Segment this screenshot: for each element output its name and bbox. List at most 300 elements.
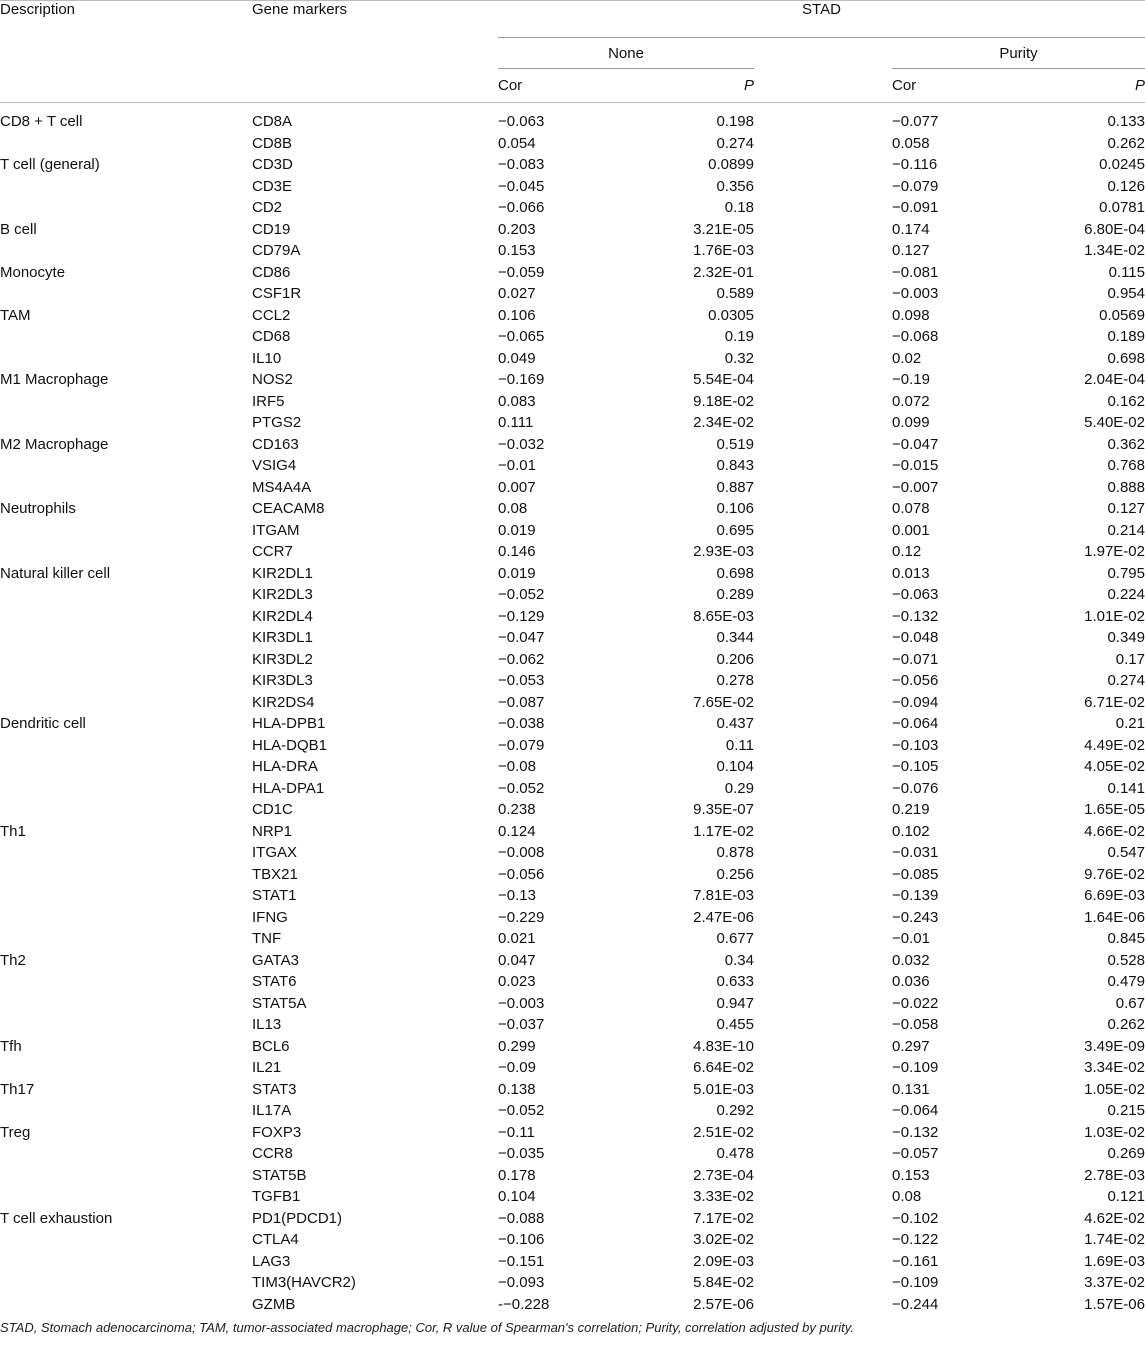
table-row bbox=[0, 434, 1145, 456]
cell-description bbox=[0, 971, 252, 993]
cell-p-none: 0.698 bbox=[716, 564, 754, 582]
cell-description bbox=[0, 391, 252, 413]
cell-gene-marker: TGFB1 bbox=[252, 1188, 301, 1205]
cell-gene-marker: KIR3DL3 bbox=[252, 672, 313, 689]
cell-description bbox=[0, 778, 252, 800]
table-row bbox=[0, 692, 1145, 714]
cell-p-none: 0.589 bbox=[716, 285, 754, 302]
table-row bbox=[0, 1143, 1145, 1165]
cell-cor-purity: 0.036 bbox=[892, 973, 930, 990]
cell-cor-none: 0.083 bbox=[498, 392, 536, 410]
cell-cor-purity: −0.081 bbox=[892, 263, 939, 281]
cell-cor-purity: 0.12 bbox=[892, 543, 922, 560]
cell-cor-none: −0.01 bbox=[498, 457, 536, 474]
cell-p-purity: 0.121 bbox=[1107, 1188, 1145, 1205]
table-row bbox=[0, 778, 1145, 800]
cell-cor-none: −0.079 bbox=[498, 736, 545, 754]
cell-cor-purity: −0.132 bbox=[892, 607, 939, 625]
cell-cor-purity: −0.132 bbox=[892, 1123, 939, 1141]
cell-gene-marker: ITGAM bbox=[252, 521, 300, 539]
cell-description: Natural killer cell bbox=[0, 564, 111, 582]
cell-p-purity: 0.0781 bbox=[1099, 199, 1145, 216]
cell-p-none: 6.64E-02 bbox=[693, 1059, 754, 1076]
cell-cor-purity: −0.056 bbox=[892, 672, 939, 689]
cell-gene-marker: GZMB bbox=[252, 1295, 296, 1313]
cell-cor-purity: −0.047 bbox=[892, 435, 939, 453]
cell-p-purity: 0.547 bbox=[1107, 844, 1145, 861]
cell-cor-none: −0.08 bbox=[498, 758, 536, 775]
cell-p-none: 0.106 bbox=[716, 500, 754, 517]
cell-p-none: 1.76E-03 bbox=[693, 242, 754, 259]
cell-cor-purity: −0.085 bbox=[892, 865, 939, 883]
table-row bbox=[0, 1100, 1145, 1122]
cell-cor-none: −0.151 bbox=[498, 1252, 545, 1270]
cell-cor-none: 0.007 bbox=[498, 478, 536, 496]
header-gene-markers: Gene markers bbox=[252, 1, 348, 18]
cell-p-purity: 0.189 bbox=[1107, 328, 1145, 345]
cell-p-none: 0.104 bbox=[716, 758, 754, 775]
cell-description: B cell bbox=[0, 220, 37, 238]
cell-p-purity: 2.04E-04 bbox=[1084, 371, 1145, 388]
cell-cor-purity: 0.032 bbox=[892, 951, 930, 969]
cell-p-purity: 0.0569 bbox=[1099, 306, 1145, 324]
table-row bbox=[0, 971, 1145, 993]
cell-cor-purity: −0.007 bbox=[892, 478, 939, 496]
cell-p-purity: 0.162 bbox=[1107, 392, 1145, 410]
cell-gene-marker: KIR2DS4 bbox=[252, 693, 315, 711]
cell-cor-purity: −0.063 bbox=[892, 586, 939, 603]
cell-p-none: 9.18E-02 bbox=[693, 392, 754, 410]
cell-cor-purity: −0.022 bbox=[892, 994, 939, 1012]
cell-description bbox=[0, 735, 252, 757]
cell-gene-marker: CD3D bbox=[252, 156, 293, 173]
cell-cor-purity: −0.109 bbox=[892, 1059, 939, 1076]
cell-cor-purity: −0.116 bbox=[892, 156, 938, 173]
cell-p-purity: 0.214 bbox=[1107, 521, 1145, 539]
cell-description bbox=[0, 1294, 252, 1316]
cell-p-purity: 0.349 bbox=[1107, 629, 1145, 646]
table-row bbox=[0, 928, 1145, 950]
cell-p-none: 5.01E-03 bbox=[693, 1080, 754, 1098]
cell-p-none: 2.51E-02 bbox=[693, 1123, 754, 1141]
cell-gene-marker: CD19 bbox=[252, 220, 291, 238]
cell-p-none: 7.17E-02 bbox=[693, 1209, 754, 1227]
cell-gene-marker: CCR8 bbox=[252, 1145, 293, 1162]
cell-gene-marker: CTLA4 bbox=[252, 1231, 299, 1248]
cell-gene-marker: TIM3(HAVCR2) bbox=[252, 1274, 356, 1291]
cell-description bbox=[0, 756, 252, 778]
table-row bbox=[0, 520, 1145, 542]
cell-cor-purity: −0.003 bbox=[892, 285, 939, 302]
cell-description bbox=[0, 584, 252, 606]
cell-p-purity: 0.133 bbox=[1107, 113, 1145, 130]
cell-description bbox=[0, 1100, 252, 1122]
table-row bbox=[0, 799, 1145, 821]
cell-cor-purity: −0.031 bbox=[892, 844, 939, 861]
table-row bbox=[0, 133, 1145, 155]
cell-description: TAM bbox=[0, 306, 31, 324]
cell-p-none: 7.81E-03 bbox=[693, 887, 754, 904]
cell-p-purity: 0.115 bbox=[1108, 263, 1145, 281]
table-row bbox=[0, 821, 1145, 843]
cell-description: T cell (general) bbox=[0, 156, 100, 173]
cell-cor-none: 0.138 bbox=[498, 1080, 536, 1098]
cell-cor-purity: −0.076 bbox=[892, 779, 939, 797]
cell-cor-none: −0.056 bbox=[498, 865, 545, 883]
cell-cor-purity: 0.127 bbox=[892, 242, 930, 259]
cell-p-none: 5.84E-02 bbox=[693, 1274, 754, 1291]
table-row bbox=[0, 326, 1145, 348]
cell-description: M1 Macrophage bbox=[0, 371, 109, 388]
cell-cor-none: −0.106 bbox=[498, 1231, 545, 1248]
table-row bbox=[0, 1186, 1145, 1208]
table-row bbox=[0, 993, 1145, 1015]
cell-p-purity: 4.62E-02 bbox=[1084, 1209, 1145, 1227]
cell-cor-purity: −0.071 bbox=[892, 650, 939, 668]
cell-cor-none: 0.054 bbox=[498, 134, 536, 152]
cell-cor-none: 0.146 bbox=[498, 543, 536, 560]
cell-description: Monocyte bbox=[0, 263, 66, 281]
table-row bbox=[0, 1208, 1145, 1230]
cell-cor-none: 0.238 bbox=[498, 801, 536, 818]
cell-description bbox=[0, 1165, 252, 1187]
cell-description: Th1 bbox=[0, 822, 26, 840]
table-row bbox=[0, 541, 1145, 563]
cell-p-purity: 1.97E-02 bbox=[1084, 543, 1145, 560]
cell-p-none: 2.93E-03 bbox=[693, 543, 754, 560]
cell-p-none: 0.947 bbox=[716, 994, 754, 1012]
cell-cor-purity: −0.091 bbox=[892, 199, 939, 216]
cell-description bbox=[0, 1229, 252, 1251]
cell-gene-marker: KIR3DL2 bbox=[252, 650, 313, 668]
cell-gene-marker: KIR2DL3 bbox=[252, 586, 313, 603]
cell-gene-marker: STAT5B bbox=[252, 1166, 307, 1184]
cell-cor-none: 0.124 bbox=[498, 822, 536, 840]
cell-p-purity: 0.768 bbox=[1107, 457, 1145, 474]
cell-gene-marker: HLA-DQB1 bbox=[252, 736, 328, 754]
cell-cor-none: −0.09 bbox=[498, 1059, 536, 1076]
cell-description: Dendritic cell bbox=[0, 715, 86, 732]
cell-gene-marker: HLA-DPA1 bbox=[252, 779, 325, 797]
header-description: Description bbox=[0, 1, 76, 18]
cell-description: M2 Macrophage bbox=[0, 435, 109, 453]
cell-description bbox=[0, 455, 252, 477]
table-row bbox=[0, 1014, 1145, 1036]
table-row bbox=[0, 197, 1145, 219]
cell-gene-marker: ITGAX bbox=[252, 844, 298, 861]
cell-cor-none: −0.066 bbox=[498, 199, 545, 216]
cell-cor-none: −0.169 bbox=[498, 371, 545, 388]
cell-p-purity: 1.01E-02 bbox=[1084, 607, 1145, 625]
table-row bbox=[0, 627, 1145, 649]
cell-cor-purity: −0.064 bbox=[892, 1102, 939, 1119]
cell-cor-purity: 0.013 bbox=[892, 564, 930, 582]
header-dataset: STAD bbox=[498, 1, 1145, 38]
cell-p-none: 0.274 bbox=[716, 134, 754, 152]
cell-p-purity: 9.76E-02 bbox=[1084, 865, 1145, 883]
cell-description bbox=[0, 348, 252, 370]
header-group-purity: Purity bbox=[892, 38, 1145, 69]
cell-cor-none: 0.111 bbox=[498, 414, 534, 431]
cell-description: Th17 bbox=[0, 1080, 35, 1098]
header-p-none: P bbox=[628, 69, 754, 103]
cell-gene-marker: CEACAM8 bbox=[252, 500, 325, 517]
cell-p-none: 9.35E-07 bbox=[693, 801, 754, 818]
cell-p-none: 0.34 bbox=[724, 951, 754, 969]
cell-p-purity: 0.795 bbox=[1107, 564, 1145, 582]
cell-description bbox=[0, 1272, 252, 1294]
cell-cor-purity: −0.102 bbox=[892, 1209, 939, 1227]
cell-p-purity: 6.69E-03 bbox=[1084, 887, 1145, 904]
cell-cor-none: 0.047 bbox=[498, 951, 536, 969]
table-row bbox=[0, 864, 1145, 886]
cell-description bbox=[0, 1251, 252, 1273]
cell-p-none: 0.878 bbox=[716, 844, 754, 861]
table-row bbox=[0, 176, 1145, 198]
cell-p-none: 0.344 bbox=[716, 629, 754, 646]
cell-p-none: 0.206 bbox=[716, 650, 754, 668]
cell-p-purity: 0.126 bbox=[1107, 177, 1145, 195]
cell-p-none: 0.256 bbox=[716, 865, 754, 883]
cell-gene-marker: CCR7 bbox=[252, 543, 293, 560]
cell-description bbox=[0, 907, 252, 929]
cell-p-none: 0.198 bbox=[716, 113, 754, 130]
table-header bbox=[0, 1, 1145, 103]
cell-p-purity: 0.224 bbox=[1107, 586, 1145, 603]
cell-cor-none: 0.178 bbox=[498, 1166, 536, 1184]
cell-p-none: 0.0305 bbox=[708, 306, 754, 324]
cell-cor-purity: −0.105 bbox=[892, 758, 939, 775]
table-row bbox=[0, 283, 1145, 305]
table-row bbox=[0, 1122, 1145, 1144]
cell-description bbox=[0, 1057, 252, 1079]
cell-p-none: 2.09E-03 bbox=[693, 1252, 754, 1270]
cell-cor-purity: 0.153 bbox=[892, 1166, 930, 1184]
cell-gene-marker: HLA-DPB1 bbox=[252, 715, 326, 732]
cell-p-purity: 1.64E-06 bbox=[1084, 908, 1145, 926]
cell-gene-marker: CSF1R bbox=[252, 285, 302, 302]
cell-gene-marker: FOXP3 bbox=[252, 1123, 302, 1141]
cell-p-purity: 0.262 bbox=[1107, 134, 1145, 152]
cell-description bbox=[0, 283, 252, 305]
cell-cor-none: −0.008 bbox=[498, 844, 545, 861]
table-row bbox=[0, 1057, 1145, 1079]
cell-p-none: 3.33E-02 bbox=[693, 1188, 754, 1205]
cell-description bbox=[0, 670, 252, 692]
cell-gene-marker: IL17A bbox=[252, 1102, 292, 1119]
header-group-none: None bbox=[498, 38, 754, 69]
header-p-purity: P bbox=[1010, 69, 1145, 103]
cell-cor-purity: 0.174 bbox=[892, 220, 930, 238]
cell-gene-marker: CD8A bbox=[252, 113, 293, 130]
table-row bbox=[0, 885, 1145, 907]
cell-p-purity: 5.40E-02 bbox=[1084, 414, 1145, 431]
cell-p-purity: 3.34E-02 bbox=[1084, 1059, 1145, 1076]
cell-cor-none: 0.203 bbox=[498, 220, 536, 238]
cell-p-none: 0.292 bbox=[716, 1102, 754, 1119]
cell-cor-purity: −0.058 bbox=[892, 1016, 939, 1033]
cell-cor-none: −0.129 bbox=[498, 607, 545, 625]
cell-p-none: 8.65E-03 bbox=[693, 607, 754, 625]
cell-p-none: 0.356 bbox=[716, 177, 754, 195]
cell-cor-purity: −0.064 bbox=[892, 715, 939, 732]
cell-description bbox=[0, 240, 252, 262]
cell-cor-none: 0.104 bbox=[498, 1188, 536, 1205]
cell-cor-none: −0.083 bbox=[498, 156, 545, 173]
cell-gene-marker: STAT1 bbox=[252, 887, 297, 904]
cell-gene-marker: HLA-DRA bbox=[252, 758, 318, 775]
cell-p-purity: 0.845 bbox=[1107, 930, 1145, 947]
cell-cor-purity: 0.08 bbox=[892, 1188, 922, 1205]
cell-p-purity: 0.888 bbox=[1107, 478, 1145, 496]
cell-gene-marker: IRF5 bbox=[252, 392, 285, 410]
cell-gene-marker: IL21 bbox=[252, 1059, 282, 1076]
table-row bbox=[0, 348, 1145, 370]
cell-cor-purity: −0.243 bbox=[892, 908, 939, 926]
cell-p-purity: 0.127 bbox=[1107, 500, 1145, 517]
cell-description bbox=[0, 541, 252, 563]
table-row bbox=[0, 649, 1145, 671]
cell-p-none: 0.478 bbox=[716, 1145, 754, 1162]
cell-p-purity: 0.954 bbox=[1107, 285, 1145, 302]
table-row bbox=[0, 219, 1145, 241]
cell-cor-purity: −0.079 bbox=[892, 177, 939, 195]
table-row bbox=[0, 1165, 1145, 1187]
cell-description bbox=[0, 1186, 252, 1208]
table-row bbox=[0, 907, 1145, 929]
cell-cor-purity: 0.219 bbox=[892, 801, 930, 818]
table-row bbox=[0, 670, 1145, 692]
cell-description bbox=[0, 326, 252, 348]
cell-cor-none: 0.049 bbox=[498, 349, 536, 367]
cell-cor-none: −0.003 bbox=[498, 994, 545, 1012]
cell-gene-marker: CD86 bbox=[252, 263, 291, 281]
cell-cor-none: −0.052 bbox=[498, 1102, 545, 1119]
cell-cor-none: −0.229 bbox=[498, 908, 545, 926]
table-row bbox=[0, 563, 1145, 585]
cell-p-purity: 0.274 bbox=[1107, 672, 1145, 689]
cell-cor-none: −0.038 bbox=[498, 715, 545, 732]
cell-p-purity: 1.05E-02 bbox=[1084, 1080, 1145, 1098]
cell-cor-none: −0.13 bbox=[498, 887, 536, 904]
cell-gene-marker: CD1C bbox=[252, 801, 293, 818]
cell-p-none: 2.47E-06 bbox=[693, 908, 754, 926]
cell-description: Tfh bbox=[0, 1037, 22, 1055]
cell-cor-purity: 0.098 bbox=[892, 306, 930, 324]
cell-cor-none: −0.087 bbox=[498, 693, 545, 711]
cell-p-purity: 1.57E-06 bbox=[1084, 1295, 1145, 1313]
cell-cor-purity: −0.068 bbox=[892, 328, 939, 345]
cell-p-purity: 4.66E-02 bbox=[1084, 822, 1145, 840]
cell-p-none: 1.17E-02 bbox=[693, 822, 754, 840]
table-row bbox=[0, 950, 1145, 972]
cell-description bbox=[0, 885, 252, 907]
table-row bbox=[0, 842, 1145, 864]
cell-cor-purity: −0.048 bbox=[892, 629, 939, 646]
cell-p-none: 0.843 bbox=[716, 457, 754, 474]
cell-p-purity: 1.34E-02 bbox=[1084, 242, 1145, 259]
cell-description bbox=[0, 197, 252, 219]
cell-p-none: 0.289 bbox=[716, 586, 754, 603]
table-row bbox=[0, 262, 1145, 284]
cell-p-none: 2.57E-06 bbox=[693, 1295, 754, 1313]
table-row bbox=[0, 477, 1145, 499]
cell-cor-purity: −0.01 bbox=[892, 930, 930, 947]
cell-description bbox=[0, 412, 252, 434]
cell-gene-marker: BCL6 bbox=[252, 1037, 290, 1055]
cell-description bbox=[0, 864, 252, 886]
cell-p-purity: 0.21 bbox=[1115, 715, 1145, 732]
cell-cor-none: 0.027 bbox=[498, 285, 536, 302]
cell-gene-marker: IL13 bbox=[252, 1016, 282, 1033]
cell-p-none: 3.02E-02 bbox=[693, 1231, 754, 1248]
table-row bbox=[0, 240, 1145, 262]
table-row bbox=[0, 713, 1145, 735]
cell-p-purity: 0.698 bbox=[1107, 349, 1145, 367]
cell-gene-marker: IFNG bbox=[252, 908, 288, 926]
cell-cor-none: −0.065 bbox=[498, 328, 545, 345]
table-footnote: STAD, Stomach adenocarcinoma; TAM, tumor-associated macrophage; Cor, R value of Spearman's correlation; Purity, correlation adjusted by purity. bbox=[0, 1320, 854, 1335]
table-row bbox=[0, 498, 1145, 520]
cell-cor-purity: 0.102 bbox=[892, 822, 930, 840]
cell-p-none: 0.32 bbox=[724, 349, 754, 367]
cell-gene-marker: CD163 bbox=[252, 435, 299, 453]
cell-gene-marker: STAT6 bbox=[252, 973, 297, 990]
cell-p-purity: 2.78E-03 bbox=[1084, 1166, 1145, 1184]
cell-p-purity: 0.215 bbox=[1107, 1102, 1145, 1119]
cell-cor-none: −0.052 bbox=[498, 586, 545, 603]
header-cor-purity: Cor bbox=[892, 69, 1010, 103]
cell-p-none: 0.455 bbox=[716, 1016, 754, 1033]
cell-description: CD8 + T cell bbox=[0, 113, 83, 130]
cell-description: Th2 bbox=[0, 951, 26, 969]
cell-gene-marker: CD68 bbox=[252, 328, 291, 345]
cell-cor-purity: 0.297 bbox=[892, 1037, 930, 1055]
cell-cor-purity: −0.094 bbox=[892, 693, 939, 711]
cell-cor-none: 0.153 bbox=[498, 242, 536, 259]
cell-p-purity: 0.479 bbox=[1107, 973, 1145, 990]
cell-cor-none: 0.106 bbox=[498, 306, 536, 324]
cell-gene-marker: VSIG4 bbox=[252, 457, 297, 474]
cell-cor-purity: −0.057 bbox=[892, 1145, 939, 1162]
cell-gene-marker: CD3E bbox=[252, 177, 293, 195]
cell-cor-purity: 0.099 bbox=[892, 414, 930, 431]
cell-cor-none: −0.11 bbox=[498, 1123, 535, 1141]
table-row bbox=[0, 391, 1145, 413]
table-body bbox=[0, 103, 1145, 1316]
cell-gene-marker: IL10 bbox=[252, 349, 282, 367]
cell-p-purity: 0.141 bbox=[1107, 779, 1145, 797]
cell-p-none: 3.21E-05 bbox=[693, 220, 754, 238]
table-row bbox=[0, 584, 1145, 606]
cell-p-none: 0.633 bbox=[716, 973, 754, 990]
cell-p-none: 0.437 bbox=[716, 715, 754, 732]
cell-cor-purity: −0.139 bbox=[892, 887, 939, 904]
cell-description bbox=[0, 842, 252, 864]
cell-gene-marker: TNF bbox=[252, 930, 282, 947]
cell-gene-marker: KIR2DL4 bbox=[252, 607, 313, 625]
cell-gene-marker: KIR2DL1 bbox=[252, 564, 313, 582]
cell-p-purity: 4.49E-02 bbox=[1084, 736, 1145, 754]
cell-p-none: 2.32E-01 bbox=[693, 263, 754, 281]
cell-cor-none: −0.053 bbox=[498, 672, 545, 689]
cell-gene-marker: LAG3 bbox=[252, 1252, 291, 1270]
cell-p-purity: 1.03E-02 bbox=[1084, 1123, 1145, 1141]
cell-description bbox=[0, 993, 252, 1015]
cell-cor-purity: 0.131 bbox=[892, 1080, 930, 1098]
cell-p-purity: 1.69E-03 bbox=[1084, 1252, 1145, 1270]
cell-cor-purity: −0.103 bbox=[892, 736, 939, 754]
